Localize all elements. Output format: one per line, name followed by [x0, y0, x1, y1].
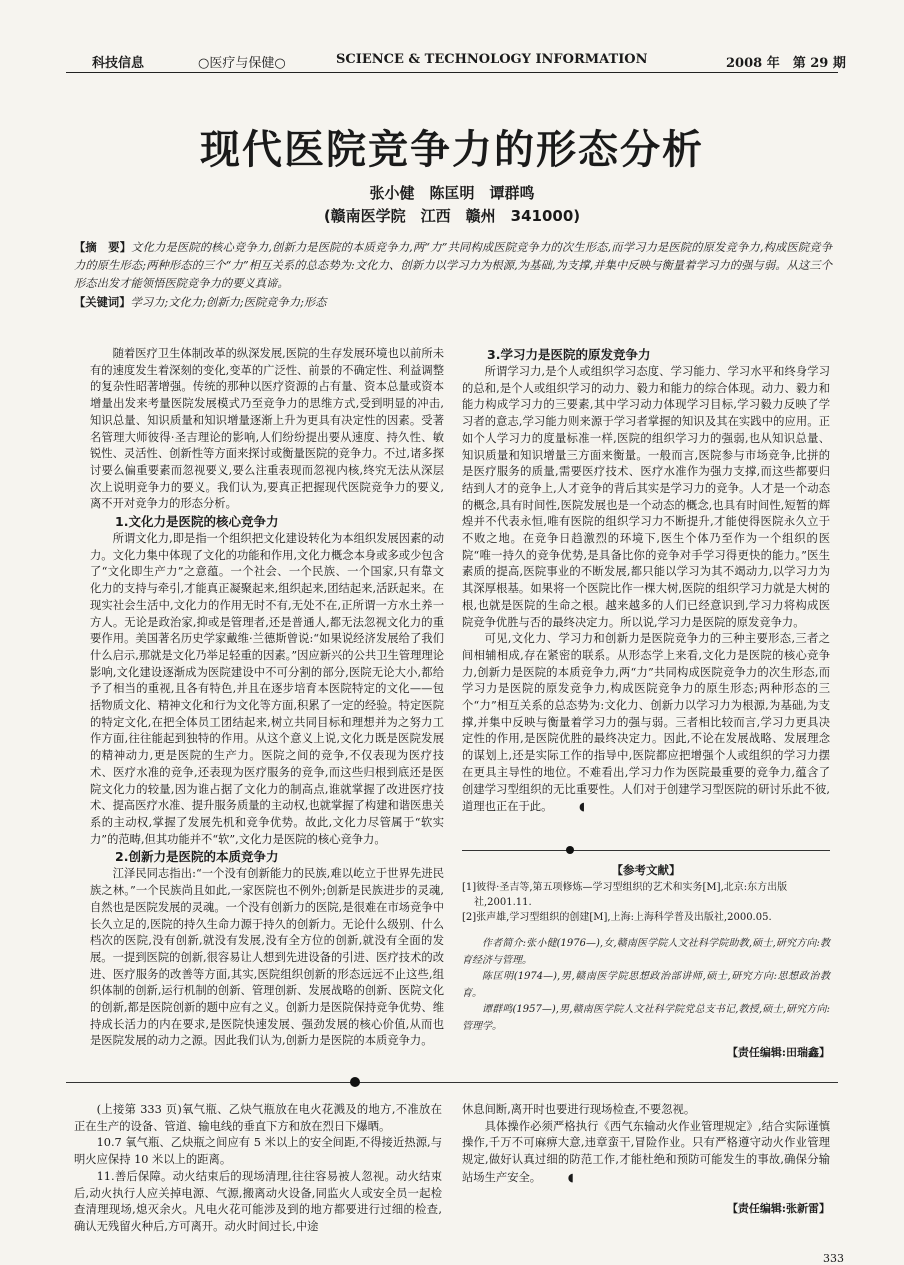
section-3-paragraph: 所谓学习力,是个人或组织学习态度、学习能力、学习水平和终身学习的总和,是个人或组织学习的动力、毅力和能力的综合体现。动力、毅力和能力构成学习力的三要素,其中学习动力体现学习目标,学习毅力反映了学习者的意志,学习能力则来源于学习者掌握的知识及其在实践中的应用。正如个人学习力的度量标准一样,医院的组织学习力的强弱,也从知识总量、知识质量和知识增量三方面来衡量。一般而言,医院参与市场竞争,比拼的是医疗服务的质量,需要医疗技术、医疗水准作为强力支撑,而这些都要归结到人才的竞争上,人才竞争的背后其实是学习力的竞争。人才是一个动态的概念,具有时间性,医院发展也是一个动态的概念,也具有时间性,短暂的辉煌并不代表永恒,唯有医院的组织学习力不断提升,才能使得医院永久立于不败之地。在竞争日趋激烈的环境下,医生个体乃至作为一个组织的医院“唯一持久的竞争优势,是具备比你的竞争对手学习得更快的能力。”医生素质的提高,医院事业的不断发展,都只能以学习为其不竭动力,以学习力为其深厚根基。如果将一个医院比作一棵大树,医院的组织学习力就是大树的根,也就是医院的生命之根。越来越多的人们已经意识到,学习力将构成医院竞争优胜与否的最终决定力。所以说,学习力是医院的原发竞争力。 — [462, 365, 830, 629]
journal-name-en: SCIENCE & TECHNOLOGY INFORMATION — [336, 52, 648, 67]
continued-paragraph: 休息间断,离开时也要进行现场检查,不要忽视。 — [462, 1103, 696, 1116]
section-heading-2: 2.创新力是医院的本质竞争力 — [115, 849, 279, 865]
body-column-right — [462, 346, 830, 846]
reference-list — [462, 880, 830, 925]
continued-paragraph: 11.善后保障。动火结束后的现场清理,往往容易被人忽视。动火结束后,动火执行人应关掉电源、气源,搬离动火设备,同监火人或安全员一起检查清理现场,熄灭余火。凡电火花可能涉及到的地方都要进行过细的检查,确认无残留火种后,方可离开。动火时间过长,中途 — [74, 1169, 442, 1233]
continued-text: 具体操作必须严格执行《西气东输动火作业管理规定》,结合实际谨慎操作,千万不可麻痹大意,违章蛮干,冒险作业。只有严格遵守动火作业管理规定,做好认真过细的防范工作,才能杜绝和预防可能发生的事故,确保分输站场生产安全。 — [462, 1119, 830, 1184]
continued-paragraph — [462, 1119, 830, 1187]
continued-paragraph: 10.7 氧气瓶、乙炔瓶之间应有 5 米以上的安全间距,不得接近热源,与明火应保持 10 米以上的距离。 — [74, 1136, 442, 1167]
section-2-paragraph: 江泽民同志指出:“一个没有创新能力的民族,难以屹立于世界先进民族之林。”一个民族尚且如此,一家医院也不例外;创新是民族进步的灵魂,自然也是医院发展的灵魂。一个没有创新力的医院,是很难在市场竞争中长久立足的,医院的持久生命力源于持久的创新力。无论什么级别、什么档次的医院,没有创新,就没有发展,没有全方位的创新,就没有全面的发展。一提到医院的创新,很容易让人想到先进设备的引进、医疗技术的改进、医疗服务的改善等方面,其实,医院组织创新的形态远远不止这些,组织体制的创新,运行机制的创新、管理创新、发展战略的创新、医院文化的创新,都是医院创新的题中应有之义。创新力是医院保持竞争优势、维持成长活力的内在要求,是医院快速发展、强劲发展的核心价值,从而也是医院发展的动力之源。因此我们认为,创新力是医院的本质竞争力。 — [90, 867, 444, 1048]
keywords-text: 学习力;文化力;创新力;医院竞争力;形态 — [130, 296, 327, 309]
reference-item: [2]张声雄,学习型组织的创建[M],上海:上海科学普及出版社,2000.05. — [462, 912, 772, 923]
abstract-label: 【摘 要】 — [74, 240, 132, 254]
page-number: 333 — [823, 1252, 844, 1265]
intro-paragraph: 随着医疗卫生体制改革的纵深发展,医院的生存发展环境也以前所未有的速度发生着深刻的变化,变革的广泛性、前景的不确定性、利益调整的复杂性昭著增强。传统的那种以医疗资源的占有量、资本总量或资本增量出发来考量医院发展模式乃至竞争力的思维方式,受到明显的冲击,知识总量、知识质量和知识增量逐渐上升为更具有决定性的因素。受著名管理大师彼得·圣吉理论的影响,人们纷纷提出要从速度、持久性、敏锐性、灵活性、创新性等方面来探讨或衡量医院的竞争力。不过,诸多探讨要么偏重要素而忽视要义,要么注重表现而忽视内核,终究无法从深层次上说明竞争力的要义。我们认为,要真正把握现代医院竞争力的要义,离不开对竞争力的形态分析。 — [90, 347, 444, 511]
responsible-editor: 【责任编辑:田瑞鑫】 — [726, 1046, 830, 1059]
author-bio: 陈匡明(1974—),男,赣南医学院思想政治部讲师,硕士,研究方向:思想政治教育。 — [462, 971, 830, 999]
header-rule — [66, 72, 838, 73]
keywords — [74, 294, 832, 310]
end-mark-icon: ◖ — [567, 1169, 574, 1184]
affiliation: (赣南医学院 江西 赣州 341000) — [323, 207, 581, 225]
keywords-label: 【关键词】 — [74, 295, 131, 309]
abstract — [74, 238, 832, 293]
paper-title: 现代医院竞争力的形态分析 — [200, 127, 704, 173]
conclusion-text: 可见,文化力、学习力和创新力是医院竞争力的三种主要形态,三者之间相辅相成,存在紧密的联系。从形态学上来看,文化力是医院的核心竞争力,创新力是医院的本质竞争力,两“力”共同构成医院竞争力的次生形态,而学习力是医院的原发竞争力,构成医院竞争力的原生形态;两种形态的三个“力”相互关系的总态势为:文化力、创新力以学习力为根源,为基础,为支撑,并集中反映与衡量着学习力的强与弱。三者相比较而言,学习力更具决定性的作用,是医院优胜的最终决定力。因此,不论在发展战略、发展理念的谋划上,还是实际工作的指导中,医院都应把增强个人或组织的学习力摆在更具主导性的地位。不难看出,学习力作为医院最重要的竞争力,蕴含了创建学习型组织的无比重要性。人们对于创建学习型医院的研讨乐此不彼,道理也正在于此。 — [462, 632, 830, 814]
references-rule-dot — [566, 846, 574, 854]
continued-column-left — [74, 1102, 442, 1234]
responsible-editor-bottom: 【责任编辑:张新雷】 — [726, 1202, 830, 1215]
end-mark-icon: ◖ — [578, 799, 585, 814]
author-list: 张小健 陈匡明 谭群鸣 — [369, 184, 535, 202]
conclusion-paragraph — [462, 631, 830, 816]
author-bio: 作者简介:张小健(1976—),女,赣南医学院人文社科学院助教,硕士,研究方向:教育经济与管理。 — [462, 938, 830, 966]
continued-column-right — [462, 1102, 830, 1192]
continued-paragraph: (上接第 333 页)氧气瓶、乙炔气瓶放在电火花溅及的地方,不准放在正在生产的设备、管道、输电线的垂直下方和放在烈日下爆晒。 — [74, 1103, 442, 1133]
body-column-left — [90, 346, 444, 1048]
article-separator-dot — [350, 1077, 360, 1087]
section-heading-1: 1.文化力是医院的核心竞争力 — [115, 514, 279, 530]
issue-label: 2008 年 第 29 期 — [726, 56, 846, 71]
abstract-text: 文化力是医院的核心竞争力,创新力是医院的本质竞争力,两“力”共同构成医院竞争力的次生形态,而学习力是医院的原发竞争力,构成医院竞争力的原生形态;两种形态的三个“力”相互关系的总态势为:文化力、创新力以学习力为根源,为基础,为支撑,并集中反映与衡量着学习力的强与弱。从这三个形态出发才能领悟医院竞争力的要义真谛。 — [74, 241, 832, 290]
references-rule — [462, 850, 830, 851]
running-header — [0, 48, 904, 74]
author-bios — [462, 936, 830, 1035]
section-label: ○医疗与保健○ — [198, 56, 286, 71]
reference-item: [1]彼得·圣吉等,第五项修炼—学习型组织的艺术和实务[M],北京:东方出版社,2001.11. — [462, 882, 788, 908]
article-separator-rule — [66, 1082, 838, 1083]
section-1-paragraph: 所谓文化力,即是指一个组织把文化建设转化为本组织发展因素的动力。文化力集中体现了文化的功能和作用,文化力概念本身或多或少包含了“文化即生产力”之意蕴。一个社会、一个民族、一个国家,只有靠文化力的支持与牵引,才能真正凝聚起来,组织起来,团结起来,活跃起来。在现实社会生活中,文化力的作用无时不有,无处不在,正所谓一方水土养一方人。无论是政治家,抑或是管理者,还是普通人,都无法忽视文化力的重要作用。美国著名历史学家戴维·兰德斯曾说:“如果说经济发展给了我们什么启示,那就是文化乃举足轻重的因素。”因应新兴的公共卫生管理理论影响,文化建设逐渐成为医院建设中不可分割的部分,医院无论大小,都给予了相当的重视,且各有特色,并且在逐步培育本医院特定的文化——包括物质文化、精神文化和行为文化等方面,积累了一定的经验。特定医院的特定文化,在把全体员工团结起来,树立共同目标和理想并为之努力工作方面,往往能起到独特的作用。从这个意义上说,文化力既是医院发展的精神动力,更是医院的生产力。医院之间的竞争,不仅表现为医疗技术、医疗水准的竞争,还表现为医疗服务的竞争,而这些归根到底还是医院文化力的较量,因为谁占据了文化力的制高点,谁就掌握了改进医疗技术、提高医疗水准、提升服务质量的主动权,也就掌握了构建和谐医患关系的主动权,掌握了发展先机和竞争优势。故此,文化力尽管属于“软实力”的范畴,但其功能并不“软”,文化力是医院的核心竞争力。 — [90, 532, 444, 846]
section-heading-3: 3.学习力是医院的原发竞争力 — [487, 347, 651, 362]
author-bio: 谭群鸣(1957—),男,赣南医学院人文社科学院党总支书记,教授,硕士,研究方向:管理学。 — [462, 1004, 830, 1032]
references-heading: 【参考文献】 — [611, 863, 681, 877]
journal-name: 科技信息 — [92, 56, 145, 71]
